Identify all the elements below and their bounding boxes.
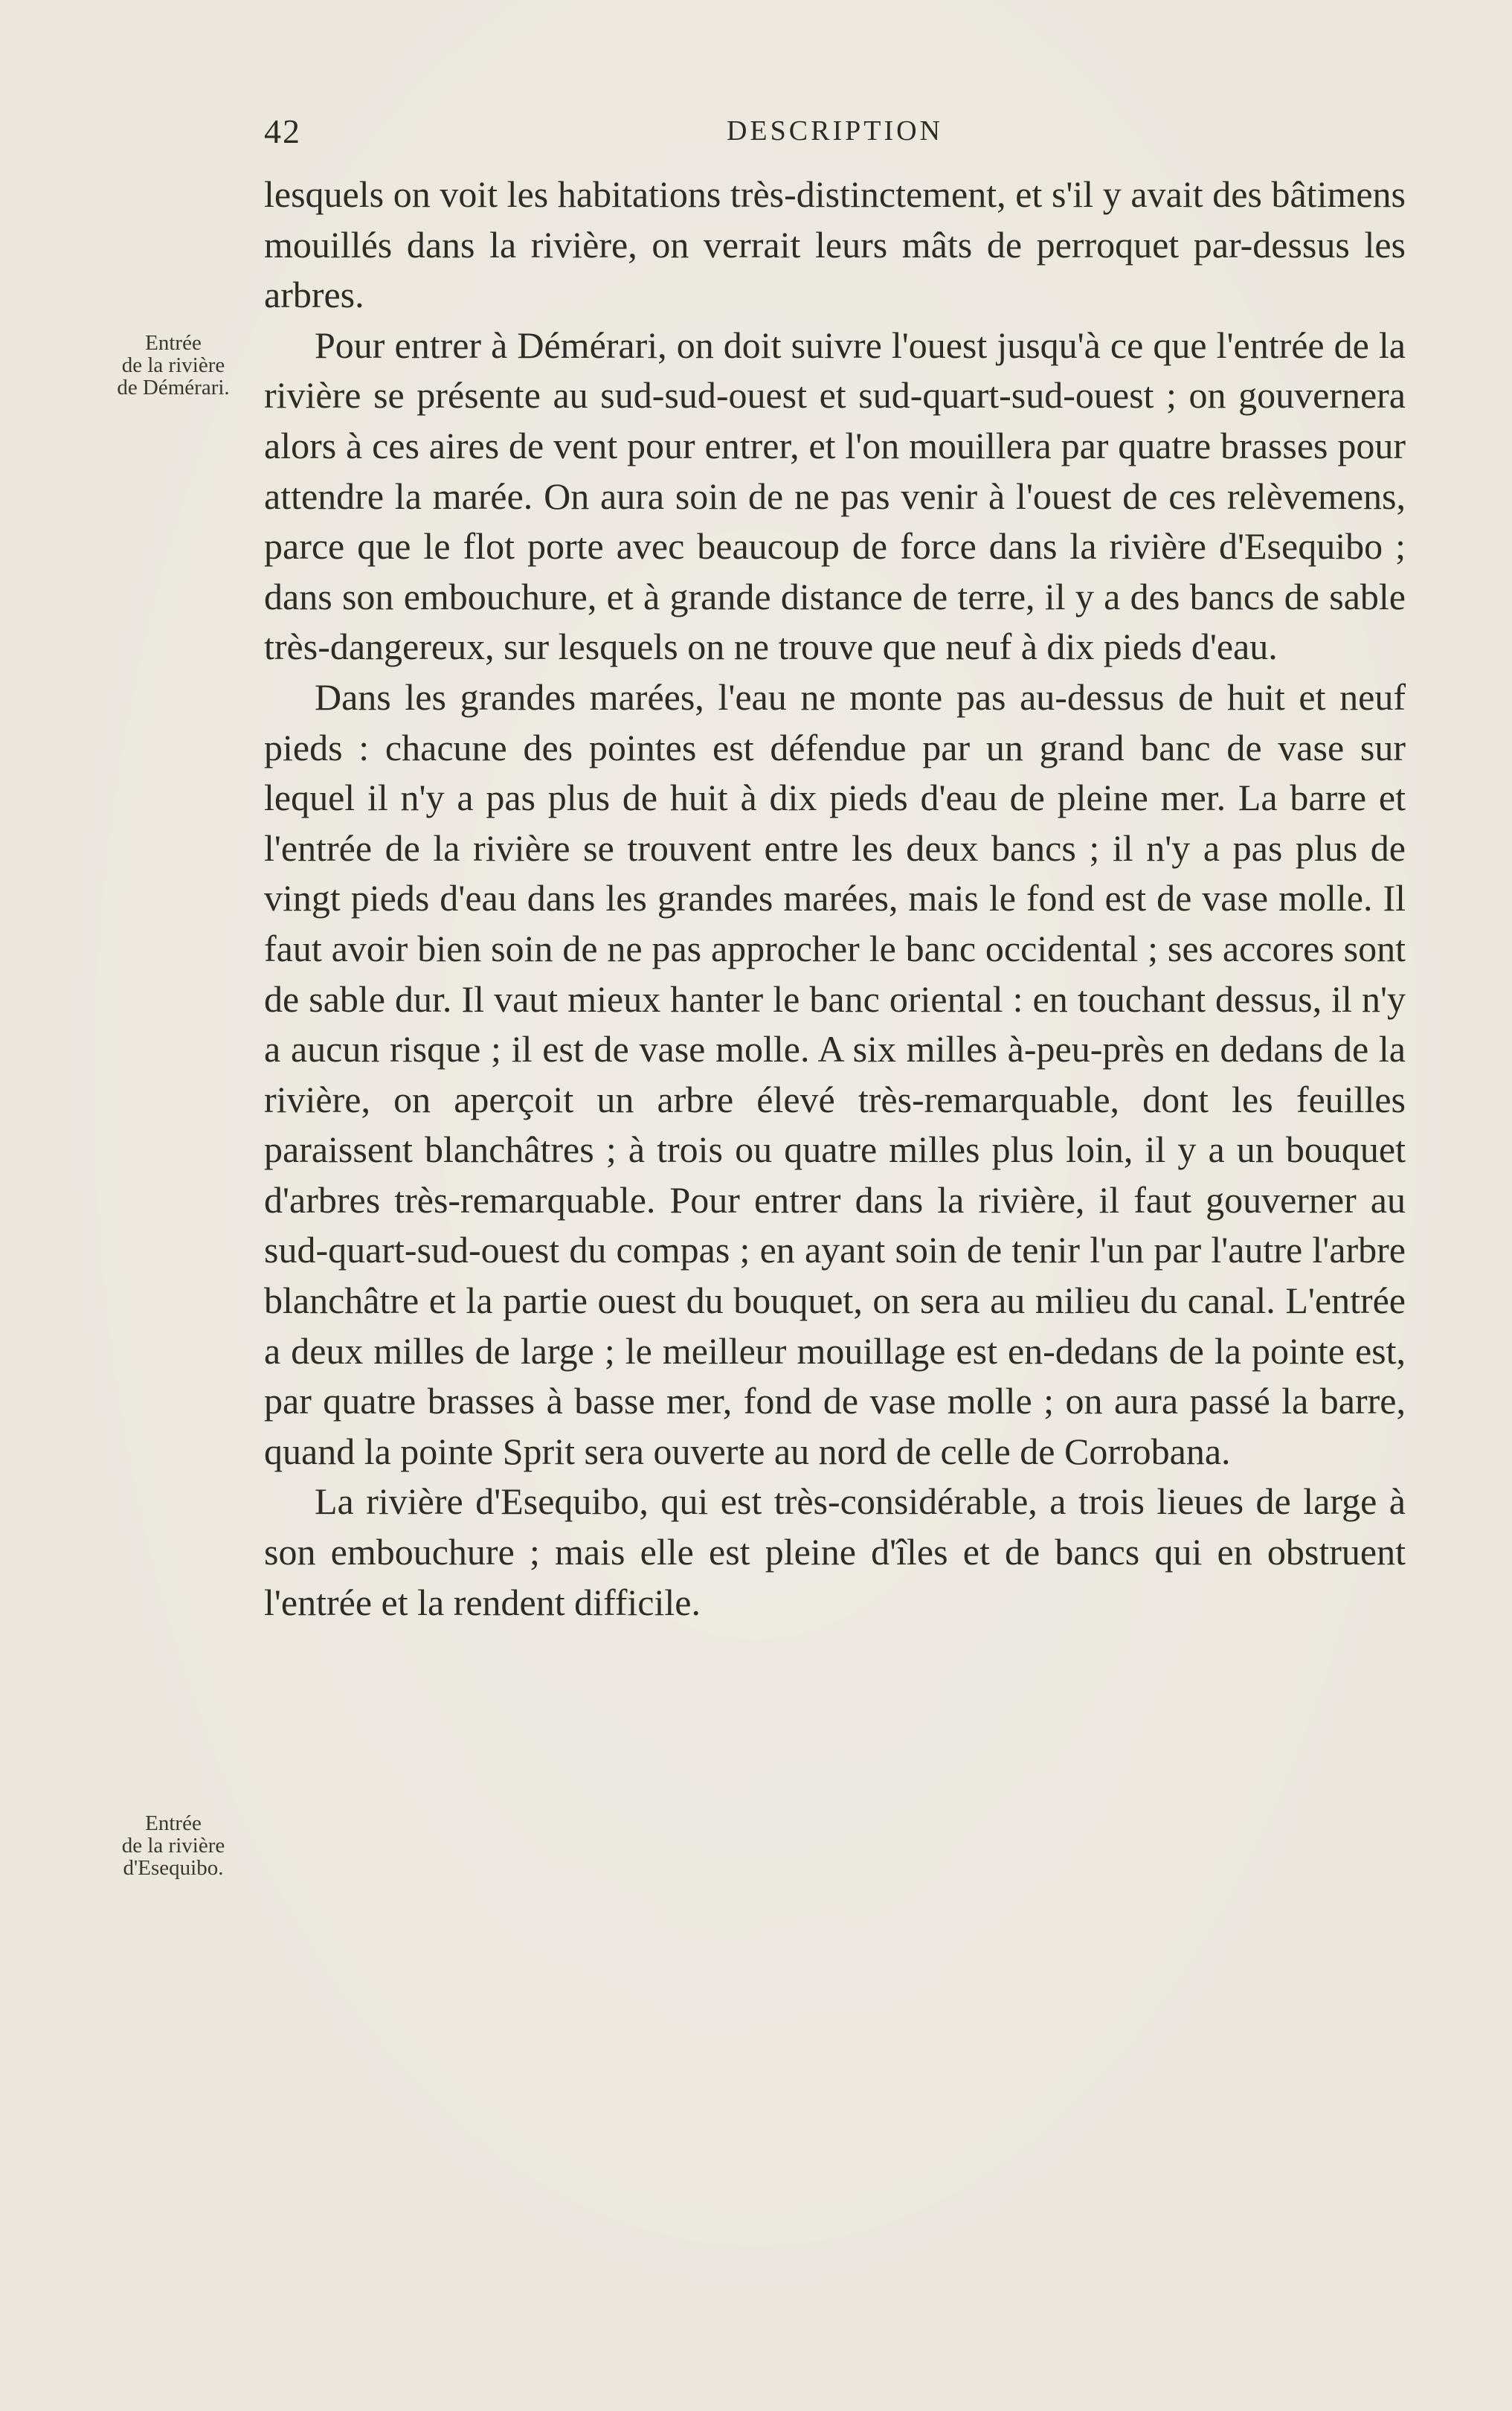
margin-note-line: Entrée xyxy=(145,1811,202,1835)
body-text xyxy=(264,170,1406,1628)
paragraph-esequibo-entry: La rivière d'Esequibo, qui est très-considérable, a trois lieues de large à son embouchure ; mais elle est pleine d'îles et de bancs qui en obstruent l'entrée et la rendent difficile. xyxy=(264,1480,1406,1623)
margin-note-line: de Démérari. xyxy=(117,376,230,399)
margin-note-line: Entrée xyxy=(145,331,202,355)
page-number: 42 xyxy=(264,112,301,150)
page-header xyxy=(264,112,1406,156)
margin-note-esequibo xyxy=(88,1812,259,1879)
paragraph-tides: Dans les grandes marées, l'eau ne monte pas au-dessus de huit et neuf pieds : chacune des pointes est défendue par un grand banc de vase sur lequel il n'y a pas plus de huit à dix pieds d'eau de pleine mer. La barre et l'entrée de la rivière se trouvent entre les deux bancs ; il n'y a pas plus de vingt pieds d'eau dans les grandes marées, mais le fond est de vase molle. Il faut avoir bien soin de ne pas approcher le banc occidental ; ses accores sont de sable dur. Il vaut mieux hanter le banc oriental : en touchant dessus, il n'y a aucun risque ; il est de vase molle. A six milles à-peu-près en dedans de la rivière, on aperçoit un arbre élevé très-remarquable, dont les feuilles paraissent blanchâtres ; à trois ou quatre milles plus loin, il y a un bouquet d'arbres très-remarquable. Pour entrer dans la rivière, il faut gouverner au sud-quart-sud-ouest du compas ; en ayant soin de tenir l'un par l'autre l'arbre blanchâtre et la partie ouest du bouquet, on sera au milieu du canal. L'entrée a deux milles de large ; le meilleur mouillage est en-dedans de la pointe est, par quatre brasses à basse mer, fond de vase molle ; on aura passé la barre, quand la pointe Sprit sera ouverte au nord de celle de Corrobana. xyxy=(264,675,1406,1472)
margin-note-line: de la rivière xyxy=(121,353,225,377)
running-title: DESCRIPTION xyxy=(726,115,944,147)
margin-note-demerari xyxy=(88,332,259,399)
paragraph-demerari-entry: Pour entrer à Démérari, on doit suivre l'ouest jusqu'à ce que l'entrée de la rivière se présente au sud-sud-ouest et sud-quart-sud-ouest ; on gouvernera alors à ces aires de vent pour entrer, et l'on mouillera par quatre brasses pour attendre la marée. On aura soin de ne pas venir à l'ouest de ces relèvemens, parce que le flot porte avec beaucoup de force dans la rivière d'Esequibo ; dans son embouchure, et à grande distance de terre, il y a des bancs de sable très-dangereux, sur lesquels on ne trouve que neuf à dix pieds d'eau. xyxy=(264,324,1406,668)
paragraph-continuation: lesquels on voit les habitations très-distinctement, et s'il y avait des bâtimens mouillés dans la rivière, on verrait leurs mâts de perroquet par-dessus les arbres. xyxy=(264,173,1406,316)
margin-note-line: de la rivière xyxy=(121,1834,225,1858)
margin-note-line: d'Esequibo. xyxy=(123,1856,224,1880)
